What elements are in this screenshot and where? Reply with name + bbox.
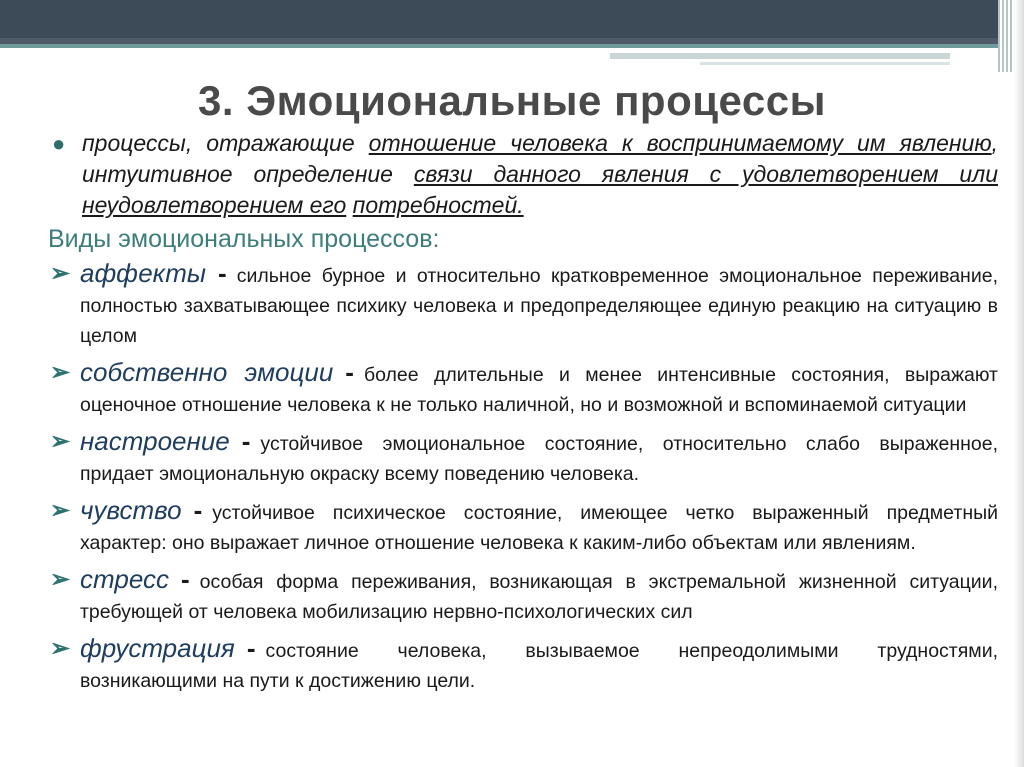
definition-underlined-1: отношение человека к воспринимаемому им явлению [368,130,992,156]
type-term: собственно эмоции [80,357,334,387]
type-term: настроение [80,426,230,456]
type-dash: - [181,564,190,594]
list-item [48,357,998,420]
dot-bullet-icon: ● [52,131,66,156]
list-item [48,633,998,696]
arrow-checkmark-icon: ➢ [50,566,71,593]
type-description: состояние человека, вызываемое непреодолимыми трудностями, возникающими на пути к достижению цели. [80,640,998,692]
definition-text-1: процессы, отражающие [82,130,369,156]
header-accent-bar [610,53,950,59]
arrow-checkmark-icon: ➢ [50,428,71,455]
arrow-checkmark-icon: ➢ [50,635,71,662]
type-dash: - [345,357,354,387]
type-description: сильное бурное и относительно кратковременное эмоциональное переживание, полностью захватывающее психику человека и предопределяющее единую реакцию на ситуацию в целом [80,265,998,347]
type-description: устойчивое психическое состояние, имеющее четко выраженный предметный характер: оно выражает личное отношение человека к каким-либо объектам или явлениям. [80,502,998,554]
list-item [48,426,998,489]
type-dash: - [218,258,227,288]
list-item [48,495,998,558]
header-bar-teal [0,44,1024,48]
list-item [48,564,998,627]
arrow-checkmark-icon: ➢ [50,260,71,287]
list-item [48,258,998,351]
type-term: фрустрация [80,633,235,663]
arrow-checkmark-icon: ➢ [50,359,71,386]
type-dash: - [241,426,251,456]
type-term: стресс [80,564,169,594]
type-description: более длительные и менее интенсивные состояния, выражают оценочное отношение человека к не только наличной, но и возможной и вспоминаемой ситуации [80,364,998,416]
slide-title: 3. Эмоциональные процессы [198,77,826,124]
slide-content [48,128,998,702]
definition-text-2: , интуитивное определение [82,130,999,187]
header-bar-dark [0,0,1024,38]
header-accent-bar-thin [700,62,950,65]
definition-underlined-2: связи данного явления с удовлетворением или неудовлетворением его [82,161,998,218]
type-term: аффекты [80,258,207,288]
type-dash: - [193,495,203,525]
type-description: особая форма переживания, возникающая в экстремальной жизненной ситуации, требующей от человека мобилизацию нервно-психологических сил [80,571,998,623]
definition-underlined-3: потребностей. [352,192,524,218]
type-term: чувство [80,495,182,525]
type-description: устойчивое эмоциональное состояние, относительно слабо выраженное, придает эмоциональную окраску всему поведению человека. [80,433,998,485]
definition-paragraph [48,128,998,221]
type-dash: - [246,633,256,663]
arrow-checkmark-icon: ➢ [50,497,71,524]
types-subheading: Виды эмоциональных процессов: [48,225,440,253]
types-list [48,258,998,696]
